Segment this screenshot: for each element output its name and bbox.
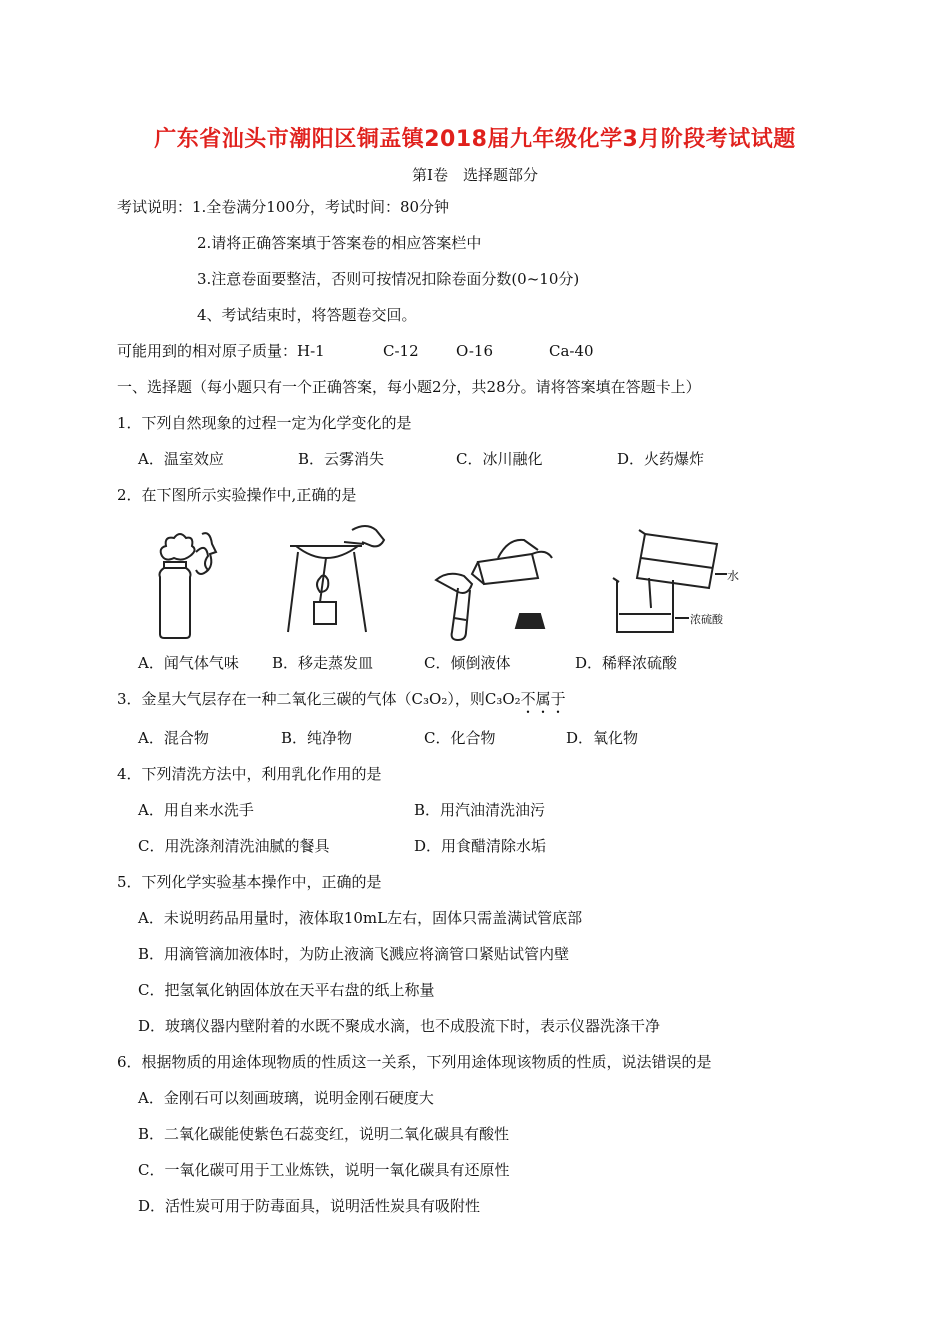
question-2-stem: 2．在下图所示实验操作中,正确的是 [117, 486, 357, 504]
exam-note-3: 3.注意卷面要整洁，否则可按情况扣除卷面分数(0~10分) [197, 270, 580, 288]
exam-note-1: 考试说明：1.全卷满分100分，考试时间：80分钟 [117, 198, 450, 216]
question-4-option-d: D．用食醋清除水垢 [414, 837, 547, 855]
question-6-option-c: C．一氧化碳可用于工业炼铁，说明一氧化碳具有还原性 [138, 1161, 510, 1179]
exam-note-4: 4、考试结束时，将答题卷交回。 [197, 306, 417, 324]
atomic-mass-ca: Ca-40 [549, 342, 594, 360]
question-2-option-d: D．稀释浓硫酸 [575, 654, 678, 672]
figure-smell-gas [150, 522, 230, 642]
question-1-option-b: B．云雾消失 [298, 450, 385, 468]
question-1-option-c: C．冰川融化 [456, 450, 543, 468]
question-3-emphasis: 不属于 [520, 690, 566, 708]
question-4-option-a: A．用自来水洗手 [138, 801, 254, 819]
question-6-option-d: D．活性炭可用于防毒面具，说明活性炭具有吸附性 [138, 1197, 481, 1215]
page-title: 广东省汕头市潮阳区铜盂镇2018届九年级化学3月阶段考试试题 [154, 127, 796, 152]
question-6-option-a: A．金刚石可以刻画玻璃，说明金刚石硬度大 [138, 1089, 434, 1107]
question-5-stem: 5．下列化学实验基本操作中，正确的是 [117, 873, 382, 891]
atomic-mass-o: O-16 [456, 342, 494, 360]
question-3-option-d: D．氧化物 [566, 729, 639, 747]
atomic-mass-c: C-12 [383, 342, 419, 360]
question-1-option-d: D．火药爆炸 [617, 450, 705, 468]
exam-note-2: 2.请将正确答案填于答案卷的相应答案栏中 [197, 234, 482, 252]
question-3-stem [117, 689, 566, 717]
section-subtitle: 第Ⅰ卷 选择题部分 [412, 166, 538, 184]
figure-label-water: 水 [727, 569, 740, 583]
question-3-option-c: C．化合物 [424, 729, 496, 747]
question-2-option-a: A．闻气体气味 [138, 654, 239, 672]
question-4-option-b: B．用汽油清洗油污 [414, 801, 546, 819]
question-5-option-d: D．玻璃仪器内壁附着的水既不聚成水滴，也不成股流下时，表示仪器洗涤干净 [138, 1017, 661, 1035]
question-2-option-c: C．倾倒液体 [424, 654, 511, 672]
figure-pouring-liquid [428, 518, 568, 643]
question-2-option-b: B．移走蒸发皿 [272, 654, 374, 672]
figure-label-acid: 浓硫酸 [690, 613, 723, 626]
section-heading: 一、选择题（每小题只有一个正确答案，每小题2分，共28分。请将答案填在答题卡上） [117, 378, 701, 396]
question-6-option-b: B．二氧化碳能使紫色石蕊变红，说明二氧化碳具有酸性 [138, 1125, 510, 1143]
figure-evaporating-dish [280, 518, 390, 638]
question-3-text: 3．金星大气层存在一种二氧化三碳的气体（C₃O₂），则C₃O₂ [117, 690, 521, 708]
question-6-stem: 6．根据物质的用途体现物质的性质这一关系，下列用途体现该物质的性质，说法错误的是 [117, 1053, 712, 1071]
question-5-option-b: B．用滴管滴加液体时，为防止液滴飞溅应将滴管口紧贴试管内壁 [138, 945, 570, 963]
question-1-stem: 1．下列自然现象的过程一定为化学变化的是 [117, 414, 412, 432]
atomic-mass-label: 可能用到的相对原子质量：H-1 [117, 342, 325, 360]
question-4-stem: 4．下列清洗方法中，利用乳化作用的是 [117, 765, 382, 783]
question-3-option-a: A．混合物 [138, 729, 209, 747]
question-5-option-a: A．未说明药品用量时，液体取10mL左右，固体只需盖满试管底部 [138, 909, 583, 927]
question-4-option-c: C．用洗涤剂清洗油腻的餐具 [138, 837, 330, 855]
question-3-option-b: B．纯净物 [281, 729, 353, 747]
question-5-option-c: C．把氢氧化钠固体放在天平右盘的纸上称量 [138, 981, 435, 999]
question-1-option-a: A．温室效应 [138, 450, 224, 468]
